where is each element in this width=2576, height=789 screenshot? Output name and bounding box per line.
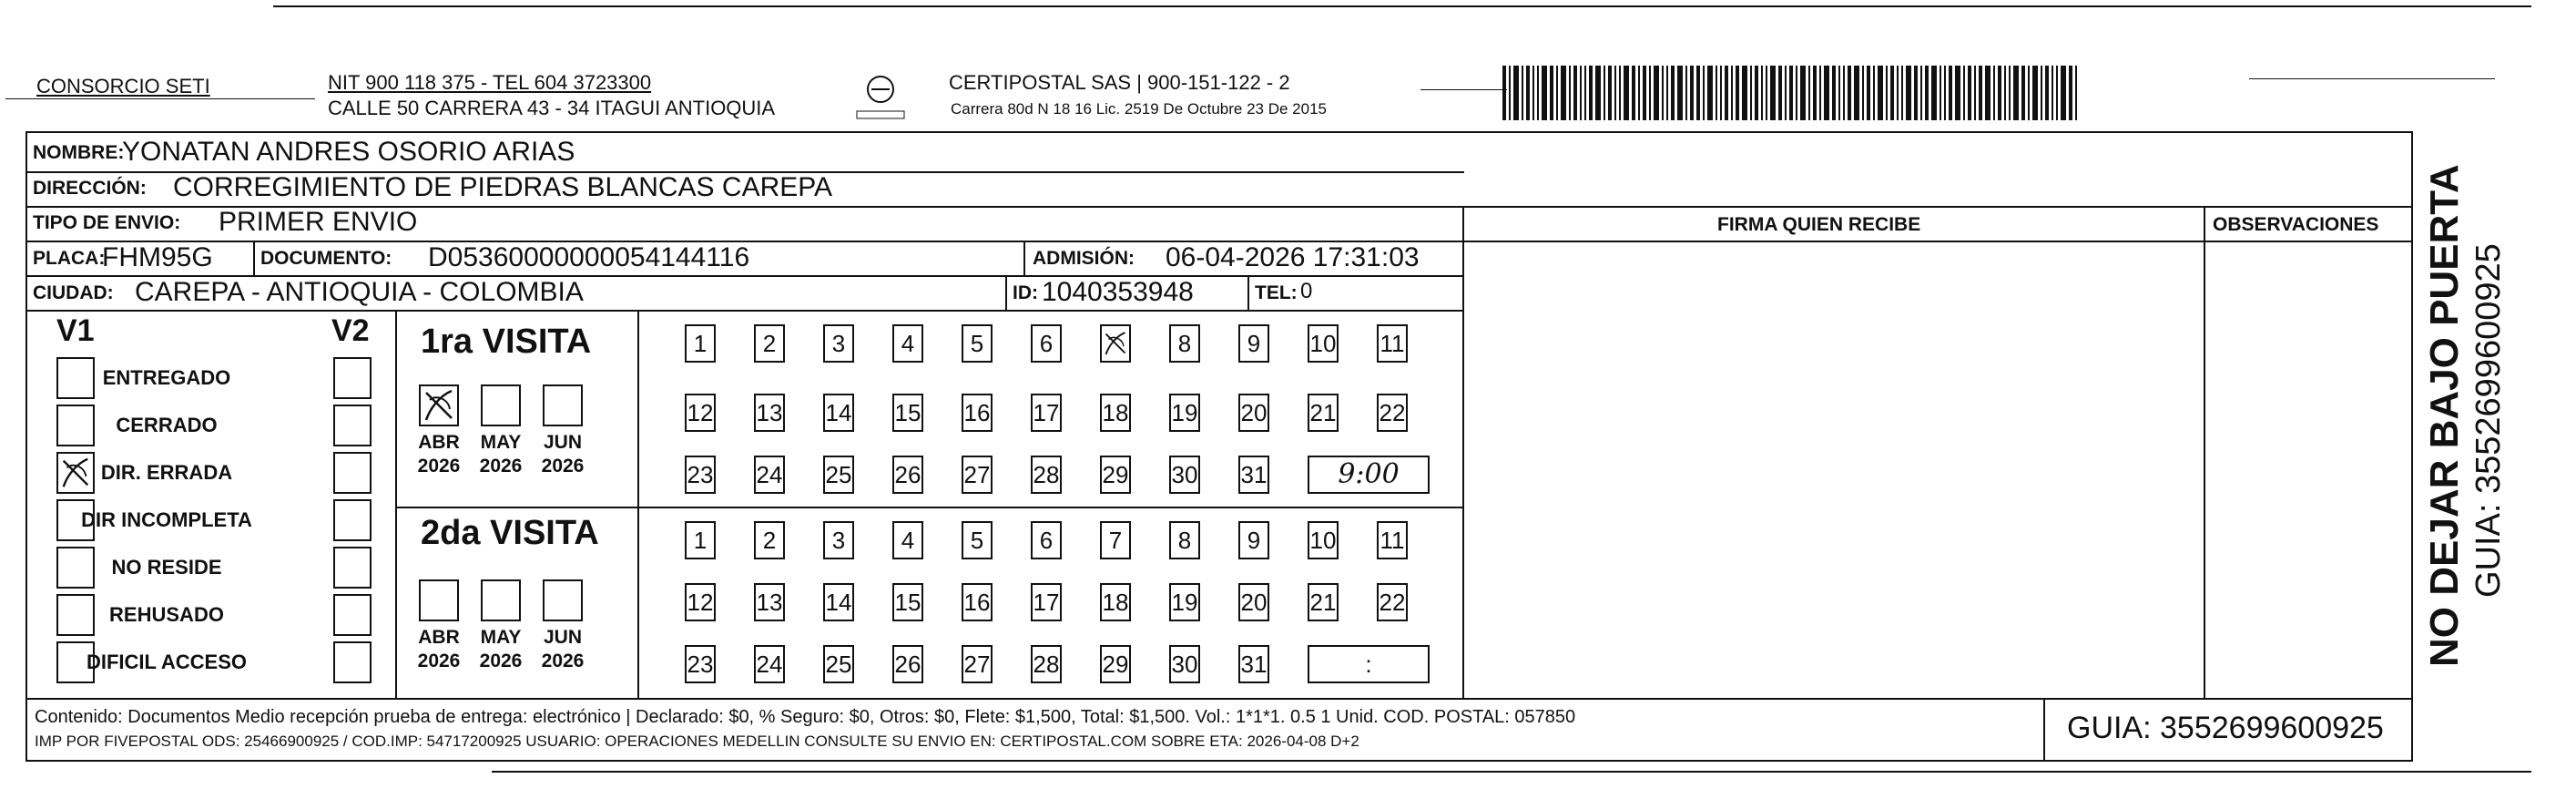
tipo-label: TIPO DE ENVIO:: [33, 212, 181, 233]
day-box-18[interactable]: 18: [1100, 394, 1131, 432]
day-box-24[interactable]: 24: [754, 456, 785, 494]
status-option-label: DIR. ERRADA: [100, 461, 233, 484]
month-label: JUN: [543, 432, 582, 453]
firma-col-left: [1462, 206, 1464, 698]
barcode-trailing-rule: [2249, 78, 2495, 79]
visit2-title: 2da VISITA: [421, 514, 599, 552]
tel-label: TEL:: [1255, 282, 1298, 303]
day-box-5[interactable]: 5: [962, 521, 993, 559]
day-box-12[interactable]: 12: [685, 583, 716, 621]
address-line: CALLE 50 CARRERA 43 - 34 ITAGUI ANTIOQUIA: [328, 97, 776, 119]
bottom-rule: [492, 771, 2531, 773]
day-box-5[interactable]: 5: [962, 324, 993, 363]
year-label: 2026: [479, 651, 523, 671]
day-box-25[interactable]: 25: [823, 645, 854, 683]
day-box-30[interactable]: 30: [1169, 456, 1200, 494]
year-label: 2026: [541, 651, 585, 671]
day-box-3[interactable]: 3: [823, 324, 854, 363]
row-line-6: [25, 698, 2413, 700]
top-rule: [273, 5, 2531, 7]
day-box-1[interactable]: 1: [685, 324, 716, 363]
day-box-14[interactable]: 14: [823, 394, 854, 432]
status-option-label: DIFICIL ACCESO: [86, 651, 247, 673]
day-box-25[interactable]: 25: [823, 456, 854, 494]
day-box-23[interactable]: 23: [685, 456, 716, 494]
checkbox-v2-5[interactable]: [333, 594, 372, 636]
day-box-10[interactable]: 10: [1308, 324, 1339, 363]
day-box-6[interactable]: 6: [1031, 324, 1062, 363]
month-checkbox-may[interactable]: [481, 579, 521, 621]
day-box-9[interactable]: 9: [1238, 521, 1269, 559]
tipo-value: PRIMER ENVIO: [219, 207, 418, 237]
month-label: ABR: [418, 432, 460, 453]
status-divider: [395, 310, 397, 698]
day-box-4[interactable]: 4: [892, 521, 923, 559]
checkbox-v2-0[interactable]: [333, 357, 372, 399]
day-box-26[interactable]: 26: [892, 456, 923, 494]
day-box-3[interactable]: 3: [823, 521, 854, 559]
status-option-label: DIR INCOMPLETA: [81, 508, 252, 531]
firma-header-top: [1462, 206, 2413, 208]
placa-value: FHM95G: [102, 242, 213, 272]
day-box-15[interactable]: 15: [892, 583, 923, 621]
day-box-19[interactable]: 19: [1169, 583, 1200, 621]
admision-label: ADMISIÓN:: [1033, 248, 1135, 269]
year-label: 2026: [541, 456, 585, 476]
firma-header: FIRMA QUIEN RECIBE: [1717, 214, 1921, 235]
day-box-17[interactable]: 17: [1031, 394, 1062, 432]
month-label: MAY: [480, 627, 522, 648]
day-box-21[interactable]: 21: [1308, 583, 1339, 621]
day-box-29[interactable]: 29: [1100, 645, 1131, 683]
id-divider: [1005, 275, 1007, 310]
checkbox-v2-1[interactable]: [333, 405, 372, 446]
visit-separator: [395, 507, 1462, 508]
observaciones-header: OBSERVACIONES: [2213, 214, 2379, 235]
year-label: 2026: [417, 456, 461, 476]
day-box-13[interactable]: 13: [754, 583, 785, 621]
month-checkbox-may[interactable]: [481, 384, 521, 426]
day-box-29[interactable]: 29: [1100, 456, 1131, 494]
day-box-2[interactable]: 2: [754, 324, 785, 363]
month-checkbox-abr[interactable]: [419, 384, 459, 426]
license-line: Carrera 80d N 18 16 Lic. 2519 De Octubre 23 De 2015: [951, 100, 1327, 118]
side-guia: GUIA: 3552699600925: [2469, 243, 2508, 598]
nombre-value: YONATAN ANDRES OSORIO ARIAS: [122, 137, 575, 167]
company-name: CONSORCIO SETI: [36, 75, 210, 97]
month-label: JUN: [543, 627, 582, 648]
footer-guia-divider: [2043, 698, 2045, 762]
status-option-label: REHUSADO: [109, 603, 224, 626]
id-value: 1040353948: [1042, 277, 1194, 307]
month-checkbox-jun[interactable]: [543, 579, 583, 621]
obs-col-left: [2204, 206, 2205, 698]
nit-line: NIT 900 118 375 - TEL 604 3723300: [328, 71, 652, 94]
footer-line-2: IMP POR FIVEPOSTAL ODS: 25466900925 / COD.IMP: 54717200925 USUARIO: OPERACIONES MEDELLIN CONSULTE SU ENVIO EN: CERTIPOSTAL.COM SOBRE ETA: 2026-04-08 D+2: [35, 733, 1359, 750]
day-box-13[interactable]: 13: [754, 394, 785, 432]
checkbox-v2-4[interactable]: [333, 547, 372, 589]
id-label: ID:: [1013, 282, 1038, 303]
direccion-label: DIRECCIÓN:: [33, 178, 147, 199]
day-box-14[interactable]: 14: [823, 583, 854, 621]
day-box-20[interactable]: 20: [1238, 583, 1269, 621]
v2-header: V2: [331, 313, 370, 348]
day-box-4[interactable]: 4: [892, 324, 923, 363]
month-checkbox-jun[interactable]: [543, 384, 583, 426]
footer-guia: GUIA: 3552699600925: [2067, 711, 2384, 745]
day-box-17[interactable]: 17: [1031, 583, 1062, 621]
admision-divider: [1023, 241, 1025, 275]
day-box-1[interactable]: 1: [685, 521, 716, 559]
day-box-22[interactable]: 22: [1377, 394, 1408, 432]
visit1-title: 1ra VISITA: [421, 323, 592, 361]
year-label: 2026: [479, 456, 523, 476]
v1-header: V1: [56, 313, 95, 348]
month-checkbox-abr[interactable]: [419, 579, 459, 621]
day-box-23[interactable]: 23: [685, 645, 716, 683]
documento-label: DOCUMENTO:: [260, 248, 392, 269]
day-box-28[interactable]: 28: [1031, 456, 1062, 494]
admision-value: 06-04-2026 17:31:03: [1166, 242, 1420, 272]
nombre-label: NOMBRE:: [33, 142, 125, 163]
day-box-19[interactable]: 19: [1169, 394, 1200, 432]
day-box-10[interactable]: 10: [1308, 521, 1339, 559]
day-box-8[interactable]: 8: [1169, 521, 1200, 559]
day-box-22[interactable]: 22: [1377, 583, 1408, 621]
company-underline: [5, 98, 315, 99]
day-box-24[interactable]: 24: [754, 645, 785, 683]
barcode: [1502, 66, 2080, 120]
day-box-31[interactable]: 31: [1238, 456, 1269, 494]
status-option-label: NO RESIDE: [111, 556, 222, 579]
day-box-28[interactable]: 28: [1031, 645, 1062, 683]
side-warning: NO DEJAR BAJO PUERTA: [2422, 164, 2467, 667]
day-box-20[interactable]: 20: [1238, 394, 1269, 432]
day-box-12[interactable]: 12: [685, 394, 716, 432]
day-box-27[interactable]: 27: [962, 456, 993, 494]
day-box-16[interactable]: 16: [962, 583, 993, 621]
month-label: ABR: [418, 627, 460, 648]
day-box-18[interactable]: 18: [1100, 583, 1131, 621]
day-box-7[interactable]: [1100, 324, 1131, 363]
documento-value: D05360000000054144116: [428, 242, 750, 272]
day-box-21[interactable]: 21: [1308, 394, 1339, 432]
day-box-31[interactable]: 31: [1238, 645, 1269, 683]
checkbox-v2-2[interactable]: [333, 452, 372, 494]
placa-label: PLACA:: [33, 248, 106, 269]
footer-line-1: Contenido: Documentos Medio recepción prueba de entrega: electrónico | Declarado: $0, % Seguro: $0, Otros: $0, Flete: $1,500, Total: $1,500. Vol.: 1*1*1. 0.5 1 Unid. COD. POSTAL: 057850: [35, 707, 1576, 727]
day-box-30[interactable]: 30: [1169, 645, 1200, 683]
day-box-26[interactable]: 26: [892, 645, 923, 683]
placa-divider: [253, 241, 255, 275]
certipostal-line: CERTIPOSTAL SAS | 900-151-122 - 2: [949, 71, 1290, 94]
certipostal-dash: [1420, 89, 1507, 90]
status-option-label: ENTREGADO: [102, 366, 231, 389]
tel-value: 0: [1300, 279, 1313, 303]
day-box-11[interactable]: 11: [1377, 324, 1408, 363]
month-label: MAY: [480, 432, 522, 453]
day-box-16[interactable]: 16: [962, 394, 993, 432]
day-box-6[interactable]: 6: [1031, 521, 1062, 559]
day-box-2[interactable]: 2: [754, 521, 785, 559]
checkbox-v2-3[interactable]: [333, 499, 372, 541]
day-box-27[interactable]: 27: [962, 645, 993, 683]
certipostal-logo: [851, 71, 910, 126]
day-box-15[interactable]: 15: [892, 394, 923, 432]
day-box-9[interactable]: 9: [1238, 324, 1269, 363]
status-option-label: CERRADO: [116, 414, 218, 436]
direccion-value: CORREGIMIENTO DE PIEDRAS BLANCAS CAREPA: [173, 172, 833, 202]
year-label: 2026: [417, 651, 461, 671]
ciudad-value: CAREPA - ANTIOQUIA - COLOMBIA: [135, 277, 584, 307]
ciudad-label: CIUDAD:: [33, 282, 114, 303]
checkbox-v2-6[interactable]: [333, 641, 372, 683]
row-line-5: [25, 310, 1464, 312]
day-box-8[interactable]: 8: [1169, 324, 1200, 363]
day-box-11[interactable]: 11: [1377, 521, 1408, 559]
time-box[interactable]: 9:00: [1308, 456, 1430, 494]
day-box-7[interactable]: 7: [1100, 521, 1131, 559]
time-box[interactable]: :: [1308, 645, 1430, 683]
visit-divider: [637, 310, 639, 698]
tel-divider: [1247, 275, 1249, 310]
